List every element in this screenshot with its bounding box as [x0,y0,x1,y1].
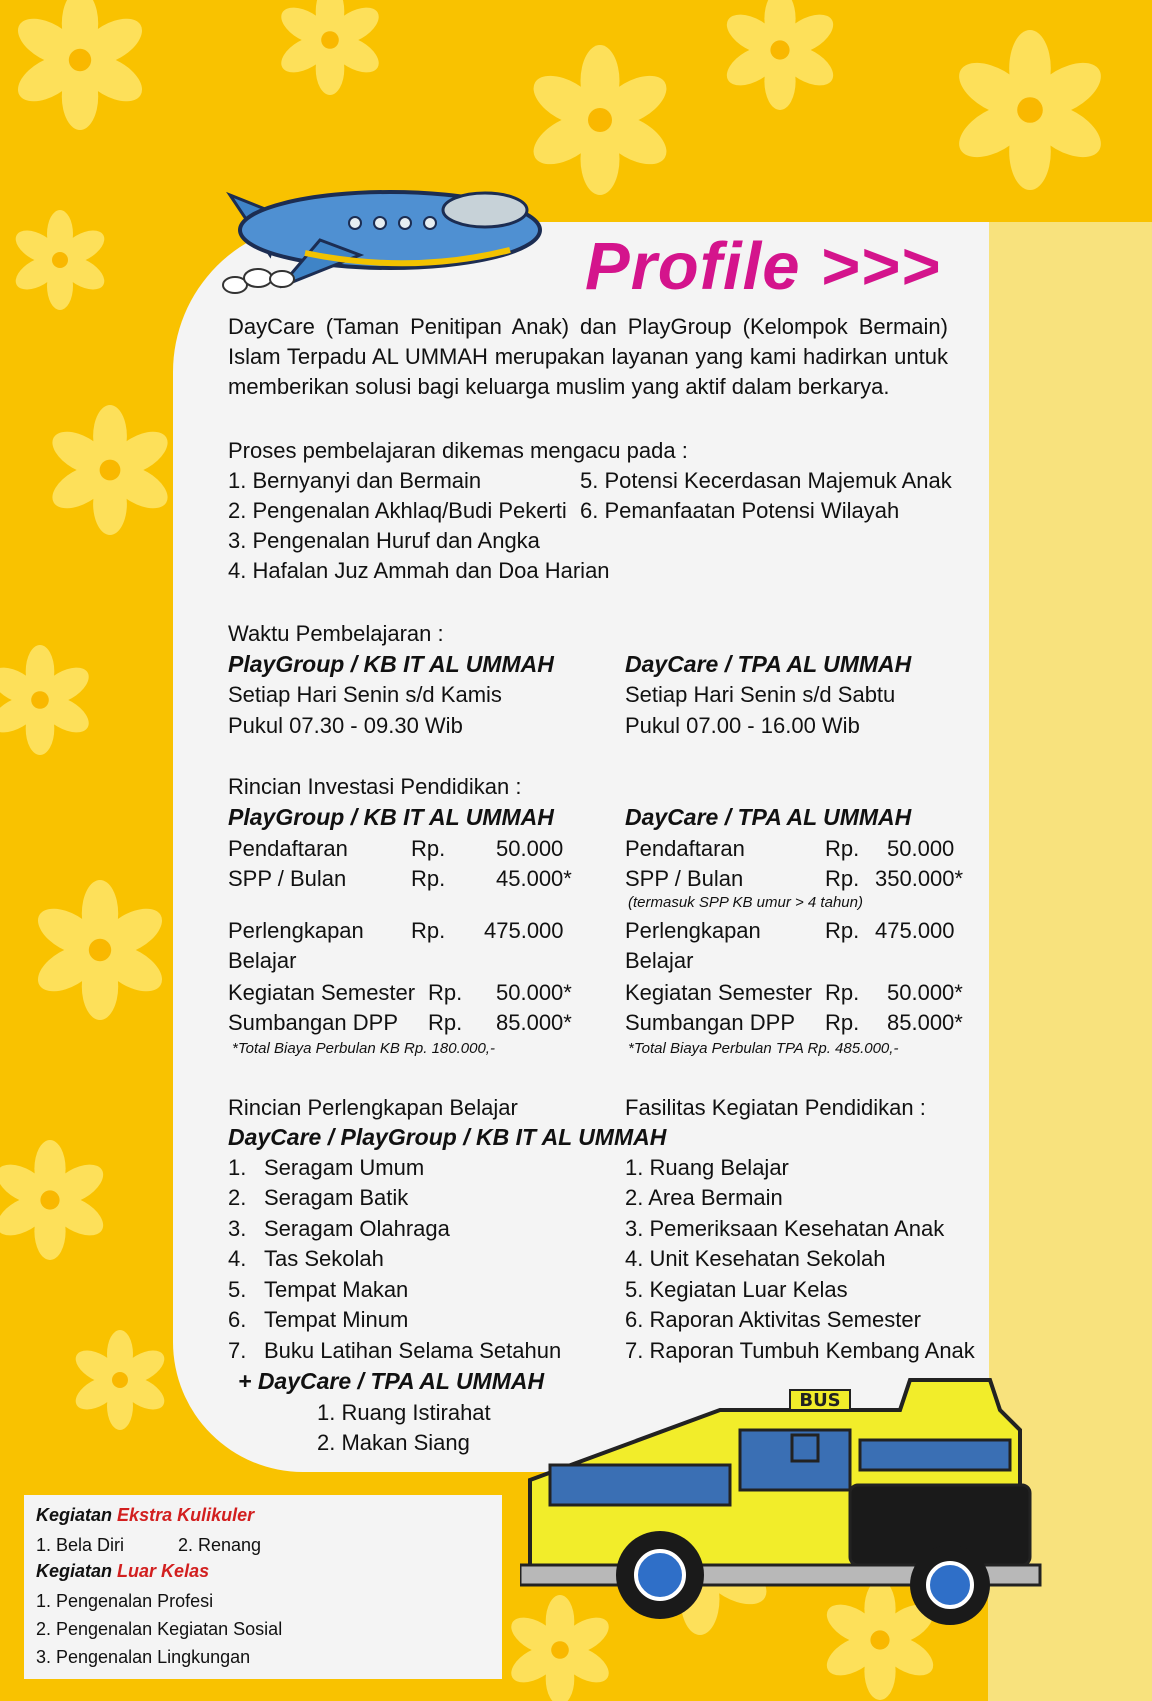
bus-label: BUS [799,1390,841,1411]
perlengkapan-heading: Rincian Perlengkapan Belajar [228,1095,518,1120]
page-title: Profile >>> [585,229,941,304]
fee-label-cont: Belajar [625,948,694,973]
waktu-heading: Waktu Pembelajaran : [228,621,444,646]
item-label: Tempat Makan [264,1277,409,1302]
bus-icon [520,1370,1110,1670]
fee-label: SPP / Bulan [228,866,347,891]
fee-label: Kegiatan Semester [625,980,813,1005]
fee-label: Perlengkapan [625,918,761,943]
currency: Rp. [428,1010,463,1035]
list-item: 2. Renang [178,1535,262,1555]
item-label: Buku Latihan Selama Setahun [264,1338,562,1363]
currency: Rp. [411,836,446,861]
fasilitas-heading: Fasilitas Kegiatan Pendidikan : [625,1095,926,1120]
ekstra-label: Ekstra Kulikuler [117,1505,255,1525]
fee-label: Pendaftaran [625,836,745,861]
investasi-tpa-title: DayCare / TPA AL UMMAH [625,804,912,830]
fee-amount: 50.000* [887,980,963,1005]
waktu-kb-days: Setiap Hari Senin s/d Kamis [228,682,502,707]
fee-label: Sumbangan DPP [228,1010,398,1035]
fee-amount: 50.000 [496,836,564,861]
currency: Rp. [825,980,860,1005]
fee-label: Pendaftaran [228,836,348,861]
list-item: 1. Ruang Istirahat [317,1400,491,1425]
fee-label: Sumbangan DPP [625,1010,795,1035]
item-number: 7. [228,1338,247,1363]
list-item: 4. Unit Kesehatan Sekolah [625,1246,886,1271]
ekstra-heading [36,1502,254,1528]
waktu-kb-title: PlayGroup / KB IT AL UMMAH [228,651,554,677]
fee-label: SPP / Bulan [625,866,744,891]
item-label: Seragam Olahraga [264,1216,450,1241]
fee-amount: 350.000* [875,866,964,891]
intro-paragraph: DayCare (Taman Penitipan Anak) dan PlayGroup (Kelompok Bermain) Islam Terpadu AL UMMAH merupakan layanan yang kami hadirkan untuk memberikan solusi bagi keluarga muslim yang aktif dalam berkarya. [228,314,948,399]
list-item: 3. Pengenalan Huruf dan Angka [228,528,540,553]
currency: Rp. [825,866,860,891]
list-item: 2. Makan Siang [317,1430,470,1455]
fee-amount: 50.000* [496,980,572,1005]
fee-amount: 85.000* [887,1010,963,1035]
fee-label-cont: Belajar [228,948,297,973]
kegiatan-label: Kegiatan [36,1505,113,1525]
item-label: Seragam Batik [264,1185,409,1210]
fee-amount: 45.000* [496,866,572,891]
waktu-tpa-time: Pukul 07.00 - 16.00 Wib [625,713,860,738]
item-label: Tempat Minum [264,1307,409,1332]
kb-total-note: *Total Biaya Perbulan KB Rp. 180.000,- [232,1040,495,1057]
fee-label: Perlengkapan [228,918,364,943]
item-number: 6. [228,1307,247,1332]
fee-amount: 475.000 [875,918,955,943]
fee-amount: 475.000 [484,918,564,943]
list-item: 1. Bernyanyi dan Bermain [228,468,482,493]
list-item: 3. Pemeriksaan Kesehatan Anak [625,1216,945,1241]
list-item: 2. Pengenalan Kegiatan Sosial [36,1619,283,1639]
luar-label: Luar Kelas [117,1561,210,1581]
currency: Rp. [428,980,463,1005]
list-item: 6. Raporan Aktivitas Semester [625,1307,921,1332]
list-item: 1. Ruang Belajar [625,1155,789,1180]
tpa-total-note: *Total Biaya Perbulan TPA Rp. 485.000,- [628,1040,899,1057]
list-item: 1. Pengenalan Profesi [36,1591,214,1611]
list-item: 4. Hafalan Juz Ammah dan Doa Harian [228,558,610,583]
list-item: 3. Pengenalan Lingkungan [36,1647,251,1667]
kegiatan-label: Kegiatan [36,1561,113,1581]
item-number: 2. [228,1185,247,1210]
fee-amount: 50.000 [887,836,955,861]
investasi-kb-title: PlayGroup / KB IT AL UMMAH [228,804,554,830]
fee-amount: 85.000* [496,1010,572,1035]
item-label: Tas Sekolah [264,1246,384,1271]
list-item: 1. Bela Diri [36,1535,125,1555]
waktu-tpa-title: DayCare / TPA AL UMMAH [625,651,912,677]
waktu-tpa-days: Setiap Hari Senin s/d Sabtu [625,682,896,707]
waktu-kb-time: Pukul 07.30 - 09.30 Wib [228,713,463,738]
perlengkapan-subtitle: DayCare / PlayGroup / KB IT AL UMMAH [228,1124,667,1150]
currency: Rp. [411,918,446,943]
plus-daycare-title: + DayCare / TPA AL UMMAH [238,1368,545,1394]
item-number: 5. [228,1277,247,1302]
list-item: 6. Pemanfaatan Potensi Wilayah [580,498,900,523]
list-item: 5. Potensi Kecerdasan Majemuk Anak [580,468,952,493]
currency: Rp. [411,866,446,891]
proses-heading: Proses pembelajaran dikemas mengacu pada : [228,438,688,463]
list-item: 5. Kegiatan Luar Kelas [625,1277,848,1302]
currency: Rp. [825,918,860,943]
airplane-icon [210,175,570,305]
item-number: 4. [228,1246,247,1271]
currency: Rp. [825,1010,860,1035]
currency: Rp. [825,836,860,861]
list-item: 2. Area Bermain [625,1185,783,1210]
list-item: 7. Raporan Tumbuh Kembang Anak [625,1338,975,1363]
luar-heading [36,1558,209,1584]
item-label: Seragam Umum [264,1155,425,1180]
investasi-heading: Rincian Investasi Pendidikan : [228,774,522,799]
fee-label: Kegiatan Semester [228,980,416,1005]
list-item: 2. Pengenalan Akhlaq/Budi Pekerti [228,498,567,523]
tpa-spp-note: (termasuk SPP KB umur > 4 tahun) [628,894,863,911]
item-number: 3. [228,1216,247,1241]
item-number: 1. [228,1155,247,1180]
